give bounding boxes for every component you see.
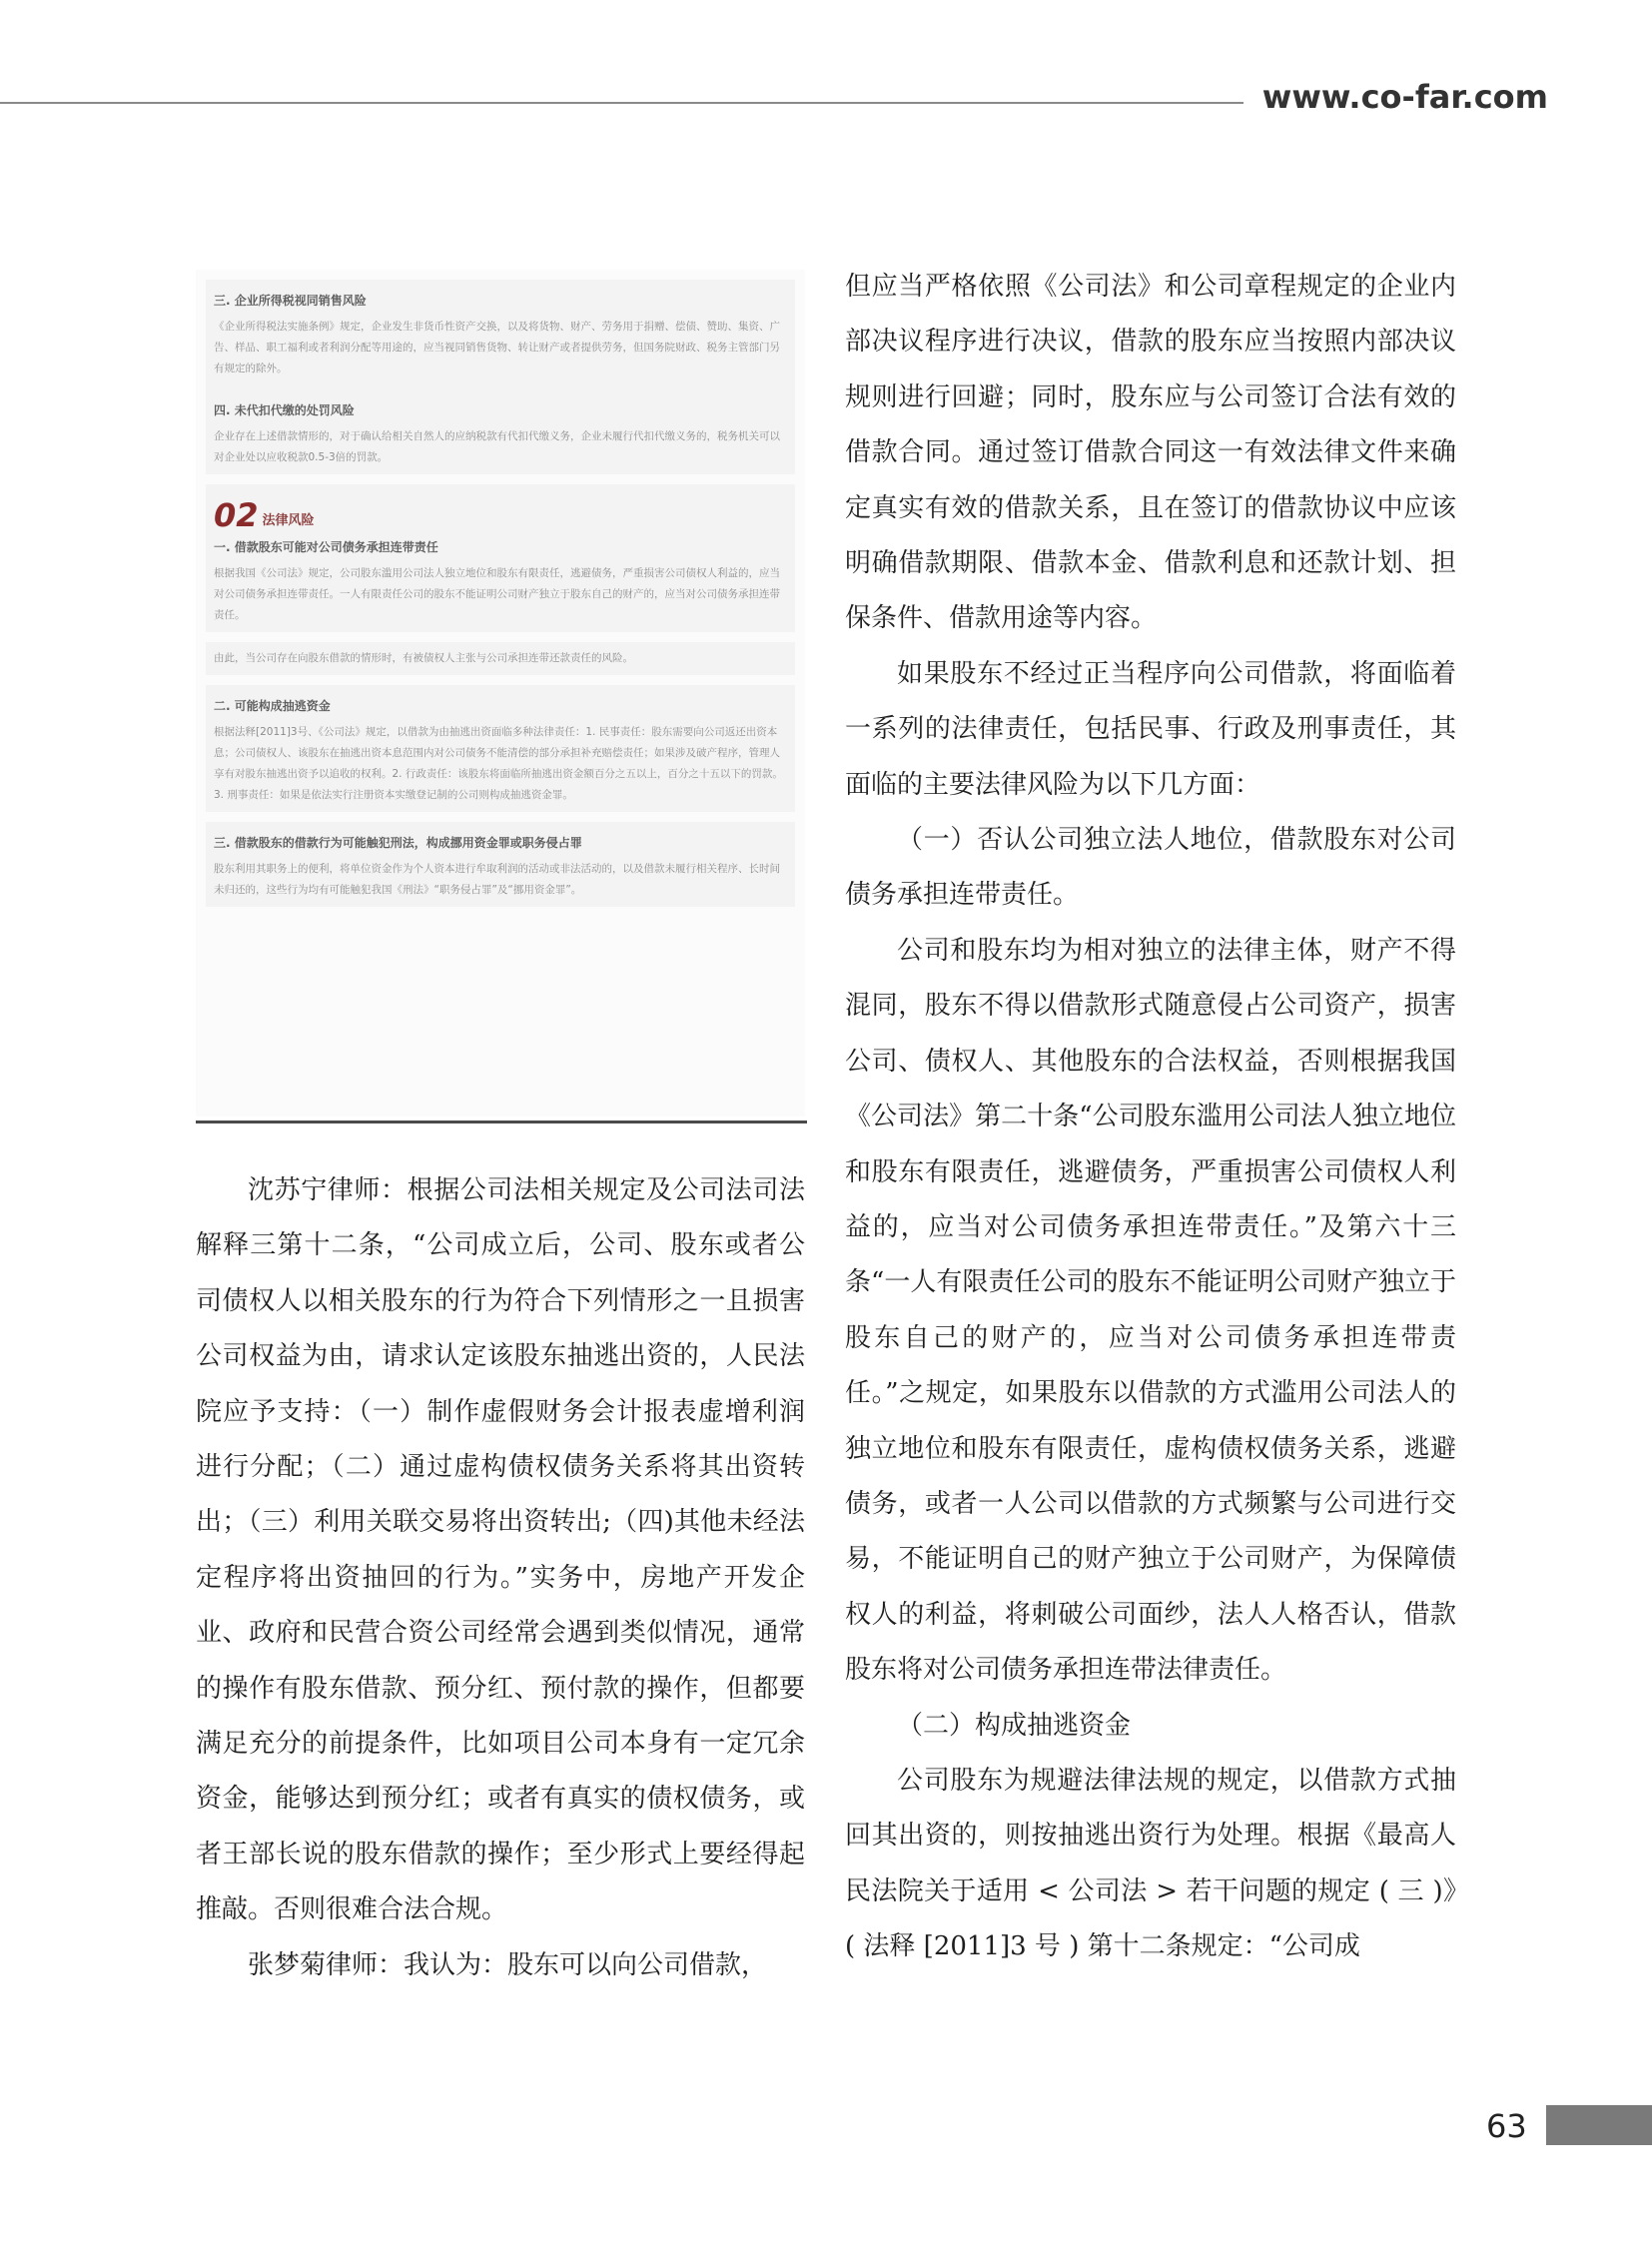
figure-text: 股东利用其职务上的便利，将单位资金作为个人资本进行牟取利润的活动或非法活动的，以及借款未履行相关程序、长时间未归还的，这些行为均有可能触犯我国《刑法》“职务侵占罪”及“挪用资金罪”。 xyxy=(214,863,780,896)
right-column xyxy=(845,260,1456,1975)
figure-heading: 四. 未代扣代缴的处罚风险 xyxy=(214,403,355,417)
figure-block xyxy=(206,280,795,474)
figure-text: 根据我国《公司法》规定，公司股东滥用公司法人独立地位和股东有限责任，逃避债务，严重损害公司债权人利益的，应当对公司债务承担连带责任。一人有限责任公司的股东不能证明公司财产独立于股东自己的财产的，应当对公司债务承担连带责任。 xyxy=(214,567,780,621)
figure-text: 企业存在上述借款情形的，对于确认给相关自然人的应纳税款有代扣代缴义务，企业未履行代扣代缴义务的，税务机关可以对企业处以应收税款0.5-3倍的罚款。 xyxy=(214,430,780,463)
paragraph: 张梦菊律师：我认为：股东可以向公司借款， xyxy=(248,1949,768,1980)
paragraph: 公司和股东均为相对独立的法律主体，财产不得混同，股东不得以借款形式随意侵占公司资产，损害公司、债权人、其他股东的合法权益，否则根据我国《公司法》第二十条“公司股东滥用公司法人独立地位和股东有限责任，逃避债务，严重损害公司债权人利益的，应当对公司债务承担连带责任。”及第六十三条“一人有限责任公司的股东不能证明公司财产独立于股东自己的财产的，应当对公司债务承担连带责任。”之规定，如果股东以借款的方式滥用公司法人的独立地位和股东有限责任，虚构债权债务关系，逃避债务，或者一人公司以借款的方式频繁与公司进行交易，不能证明自己的财产独立于公司财产，为保障债权人的利益，将刺破公司面纱，法人人格否认，借款股东将对公司债务承担连带法律责任。 xyxy=(845,935,1456,1686)
figure-block xyxy=(206,822,795,907)
figure-text: 根据法释[2011]3号、《公司法》规定，以借款为由抽逃出资面临多种法律责任：1. 民事责任：股东需要向公司返还出资本息；公司债权人、该股东在抽逃出资本息范围内对公司债务不能清偿的部分承担补充赔偿责任；如果涉及破产程序，管理人享有对股东抽逃出资予以追收的权利。2. 行政责任：该股东将面临所抽逃出资金额百分之五以上，百分之十五以下的罚款。3. 刑事责任：如果是依法实行注册资本实缴登记制的公司则构成抽逃资金罪。 xyxy=(214,726,783,801)
figure-section-number: 02 xyxy=(214,496,259,534)
figure-block xyxy=(206,484,795,632)
paragraph: 如果股东不经过正当程序向公司借款，将面临着一系列的法律责任，包括民事、行政及刑事责任，其面临的主要法律风险为以下几方面： xyxy=(845,658,1456,800)
paragraph: 沈苏宁律师：根据公司法相关规定及公司法司法解释三第十二条，“公司成立后，公司、股东或者公司债权人以相关股东的行为符合下列情形之一且损害公司权益为由，请求认定该股东抽逃出资的，人民法院应予支持：（一）制作虚假财务会计报表虚增利润进行分配；（二）通过虚构债权债务关系将其出资转出；（三）利用关联交易将出资转出;（四)其他未经法定程序将出资抽回的行为。”实务中，房地产开发企业、政府和民营合资公司经常会遇到类似情况，通常的操作有股东借款、预分红、预付款的操作，但都要满足充分的前提条件，比如项目公司本身有一定冗余资金，能够达到预分红；或者有真实的债权债务，或者王部长说的股东借款的操作；至少形式上要经得起推敲。否则很难合法合规。 xyxy=(196,1175,805,1925)
figure-section-label: 法律风险 xyxy=(262,513,315,528)
site-url: www.co-far.com xyxy=(1261,78,1548,116)
subheading: （二）构成抽逃资金 xyxy=(897,1710,1132,1741)
figure-heading: 二. 可能构成抽逃资金 xyxy=(214,699,331,713)
paragraph: 但应当严格依照《公司法》和公司章程规定的企业内部决议程序进行决议，借款的股东应当按照内部决议规则进行回避；同时，股东应与公司签订合法有效的借款合同。通过签订借款合同这一有效法律文件来确定真实有效的借款关系，且在签订的借款协议中应该明确借款期限、借款本金、借款利息和还款计划、担保条件、借款用途等内容。 xyxy=(845,272,1456,634)
figure-heading: 三. 企业所得税视同销售风险 xyxy=(214,294,367,308)
figure-text: 《企业所得税法实施条例》规定，企业发生非货币性资产交换，以及将货物、财产、劳务用于捐赠、偿债、赞助、集资、广告、样品、职工福利或者利润分配等用途的，应当视同销售货物、转让财产或者提供劳务，但国务院财政、税务主管部门另有规定的除外。 xyxy=(214,321,780,374)
page-number-bar xyxy=(1546,2105,1652,2145)
page-number: 63 xyxy=(1486,2107,1527,2145)
embedded-figure xyxy=(196,270,805,1117)
figure-block xyxy=(206,685,795,812)
header-rule xyxy=(0,102,1243,104)
figure-block xyxy=(206,642,795,675)
paragraph: （一）否认公司独立法人地位，借款股东对公司债务承担连带责任。 xyxy=(845,825,1456,911)
figure-bottom-rule xyxy=(196,1120,807,1123)
figure-heading: 一. 借款股东可能对公司债务承担连带责任 xyxy=(214,540,438,554)
figure-text: 由此，当公司存在向股东借款的情形时，有被债权人主张与公司承担连带还款责任的风险。 xyxy=(214,652,633,664)
figure-section-title xyxy=(214,498,787,532)
figure-heading: 三. 借款股东的借款行为可能触犯刑法，构成挪用资金罪或职务侵占罪 xyxy=(214,836,582,850)
paragraph: 公司股东为规避法律法规的规定，以借款方式抽回其出资的，则按抽逃出资行为处理。根据《最高人民法院关于适用 < 公司法 > 若干问题的规定 ( 三 )》( 法释 [2011]3 号 ) 第十二条规定：“公司成 xyxy=(845,1765,1456,1962)
left-column xyxy=(196,1163,805,1993)
